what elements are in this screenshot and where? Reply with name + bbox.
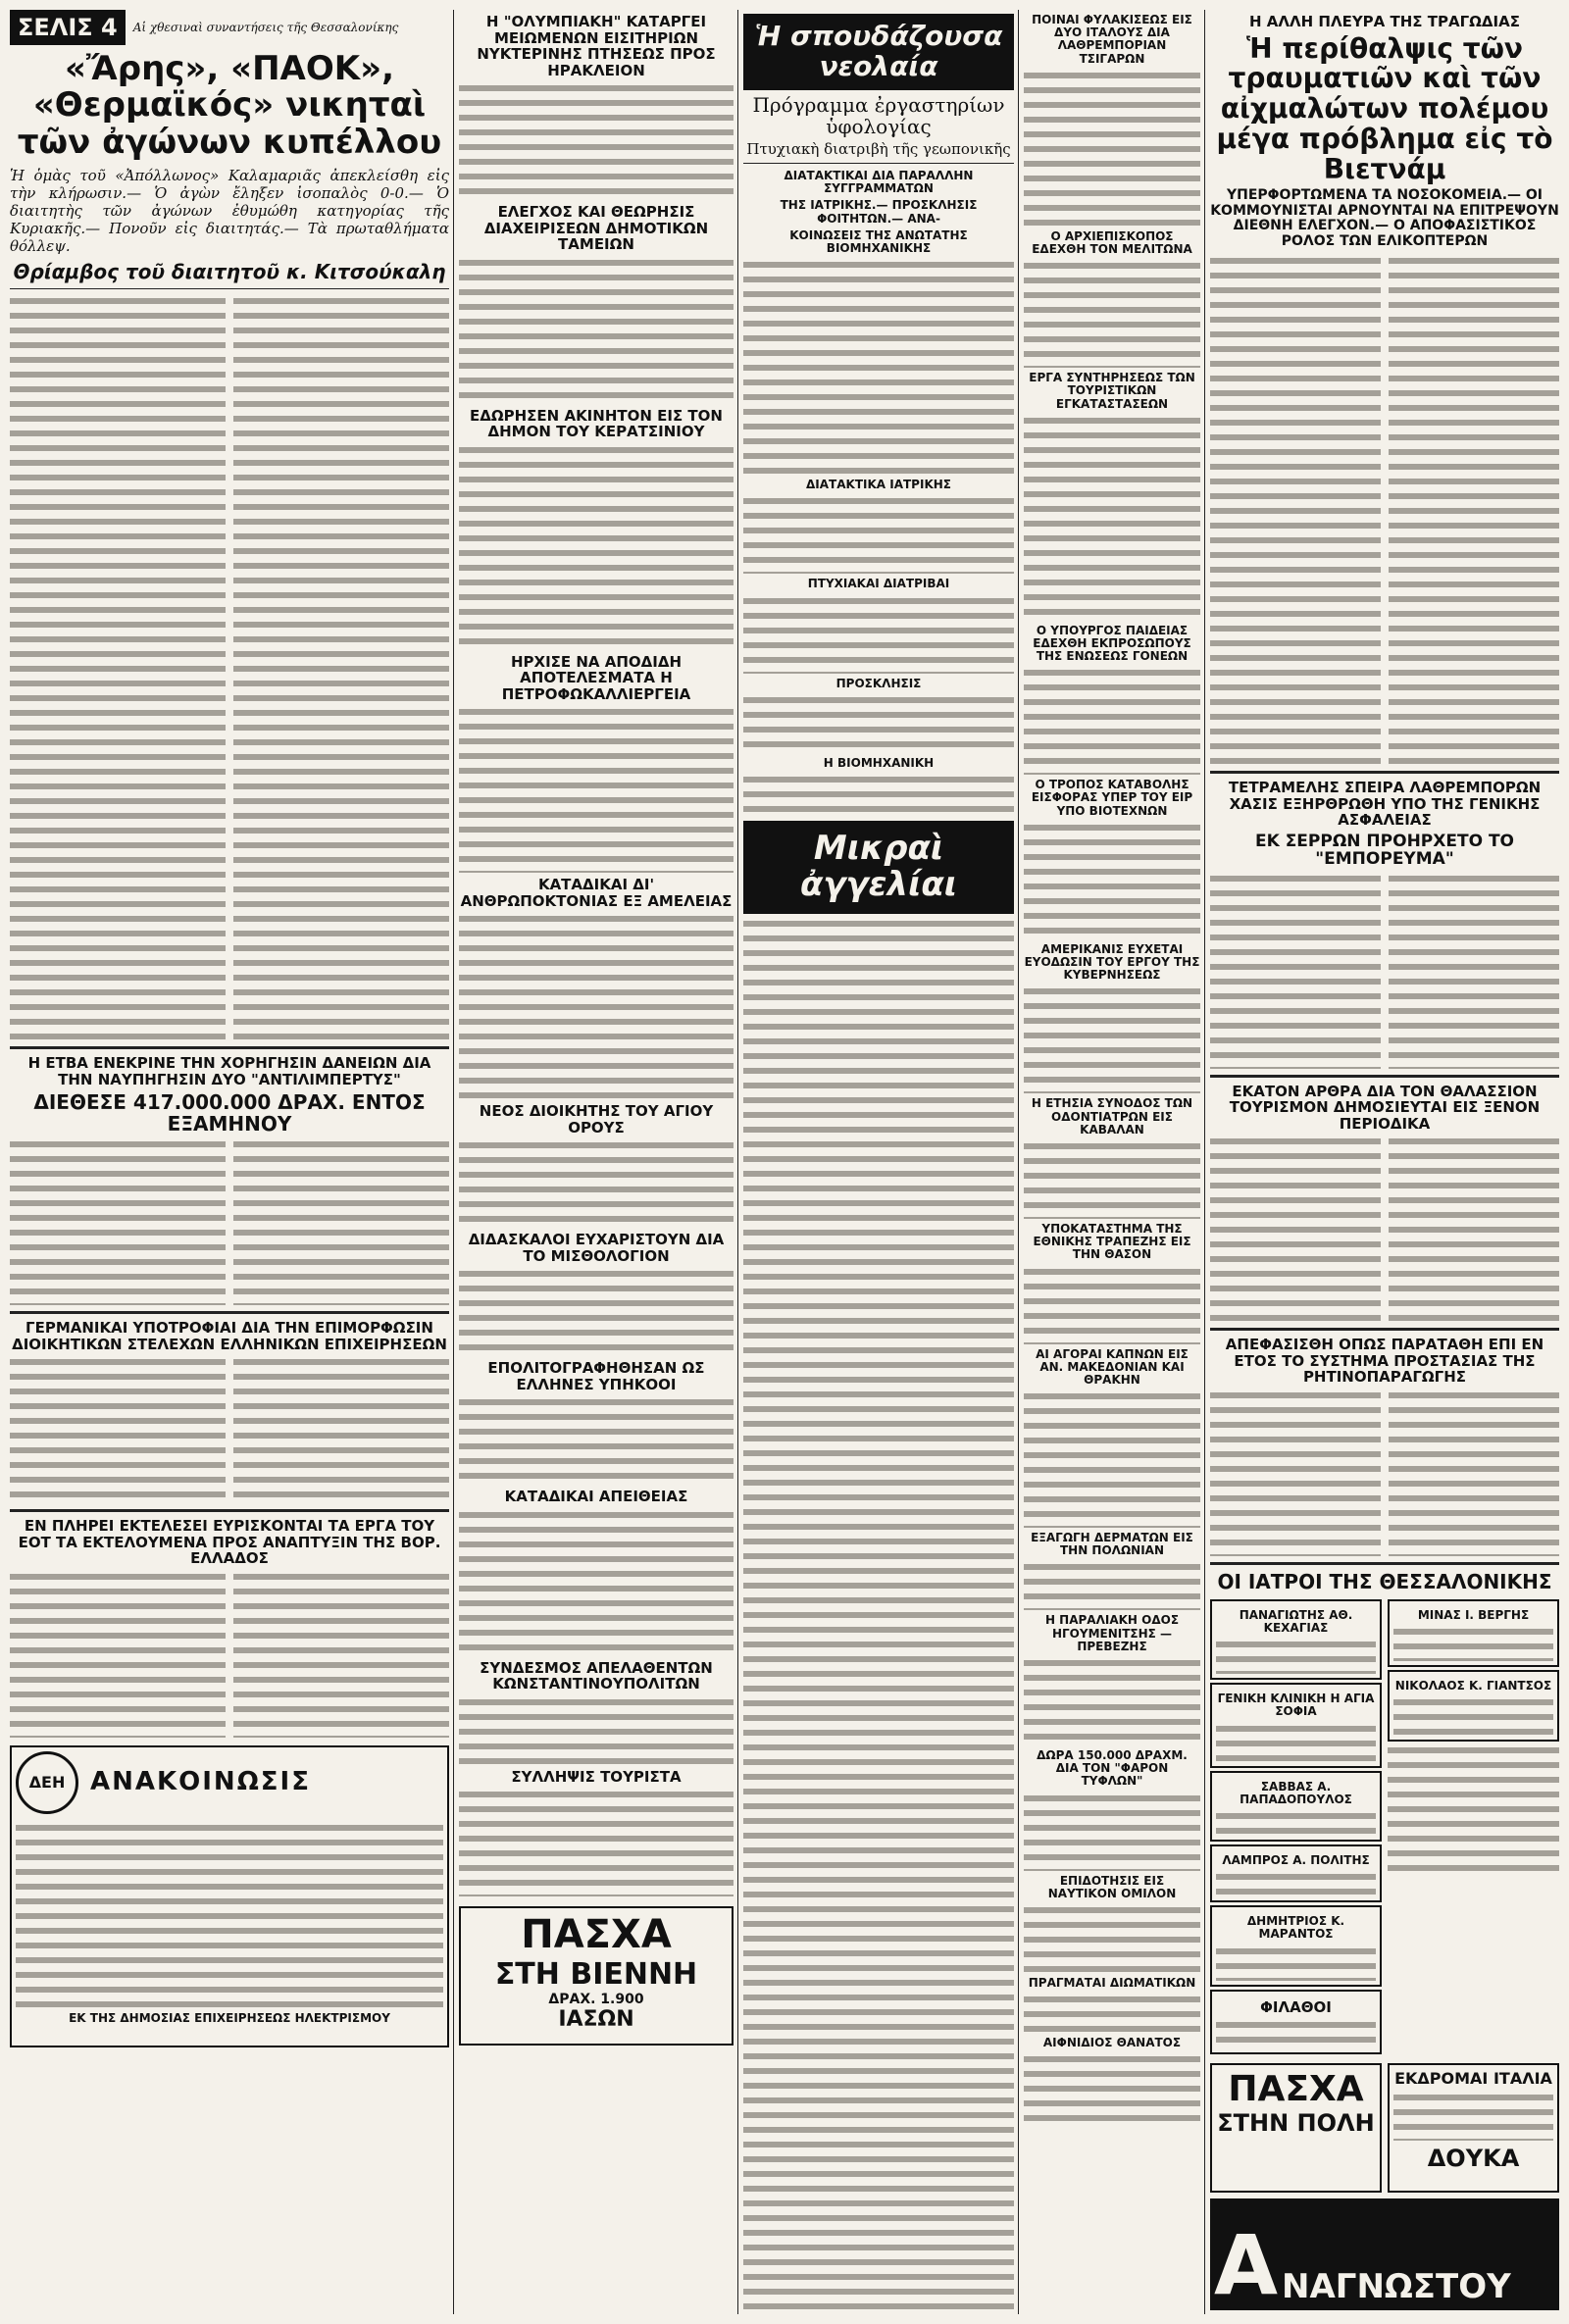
doctor-listing: ΜΙΝΑΣ Ι. ΒΕΡΓΗΣ [1417, 1607, 1530, 1622]
doctor-listing: ΦΙΛΑΘΟΙ [1260, 1997, 1332, 2016]
sports-body-text [10, 295, 226, 1040]
column-rule [453, 10, 454, 2314]
archbishop-body-text [1024, 260, 1200, 368]
keratsini-headline: ΕΔΩΡΗΣΕΝ ΑΚΙΝΗΤΟΝ ΕΙΣ ΤΟΝ ΔΗΜΟΝ ΤΟΥ ΚΕΡΑΤΣΙΝΙΟΥ [470, 406, 723, 440]
disobedience-headline: ΚΑΤΑΔΙΚΑΙ ΑΠΕΙΘΕΙΑΣ [504, 1488, 688, 1505]
anagnostou-ad [1210, 2198, 1559, 2314]
archbishop-headline: Ο ΑΡΧΙΕΠΙΣΚΟΠΟΣ ΕΔΕΧΘΗ ΤΟΝ ΜΕΛΙΤΩΝΑ [1032, 228, 1192, 256]
announcement-body-text [16, 1822, 443, 2008]
vienna-ad-agency: ΙΑΣΩΝ [558, 2007, 634, 2032]
naturalized-body-text [459, 1396, 734, 1485]
sports-headline: «Ἄρης», «ΠΑΟΚ», «Θερμαϊκός» νικηταὶ τῶν ἀγώνων κυπέλλου [17, 49, 442, 162]
column-rule [1018, 10, 1019, 2314]
resin-body-text [1389, 1389, 1559, 1556]
serres-subheadline: ΕΚ ΣΕΡΡΩΝ ΠΡΟΗΡΧΕΤΟ ΤΟ "ΕΜΠΟΡΕΥΜΑ" [1254, 831, 1514, 870]
german-body-text [233, 1356, 449, 1503]
contribution-headline: Ο ΤΡΟΠΟΣ ΚΑΤΑΒΟΛΗΣ ΕΙΣΦΟΡΑΣ ΥΠΕΡ ΤΟΥ ΕΙΡ ΥΠΟ ΒΙΟΤΕΧΝΩΝ [1031, 778, 1193, 818]
hashish-ring-headline: ΤΕΤΡΑΜΕΛΗΣ ΣΠΕΙΡΑ ΛΑΘΡΕΜΠΟΡΩΝ ΧΑΣΙΣ ΕΞΗΡΘΡΩΘΗ ΥΠΟ ΤΗΣ ΓΕΝΙΚΗΣ ΑΣΦΑΛΕΙΑΣ [1228, 779, 1542, 830]
doctor-listing: ΔΗΜΗΤΡΙΟΣ Κ. ΜΑΡΑΝΤΟΣ [1246, 1914, 1345, 1942]
etva-headline: Η ΕΤΒΑ ΕΝΕΚΡΙΝΕ ΤΗΝ ΧΟΡΗΓΗΣΙΝ ΔΑΝΕΙΩΝ ΔΙΑ ΤΗΝ ΝΑΥΠΗΓΗΣΙΝ ΔΥΟ "ΑΝΤΙΛΙΜΠΕΡΤΥΣ" [27, 1054, 431, 1088]
blind-gifts-headline: ΔΩΡΑ 150.000 ΔΡΑΧΜ. ΔΙΑ ΤΟΝ "ΦΑΡΟΝ ΤΥΦΛΩΝ" [1037, 1748, 1188, 1789]
excursion-ad-title: ΕΚΔΡΟΜΑΙ ΙΤΑΛΙΑ [1394, 2069, 1552, 2089]
industrial-body-text [743, 774, 1014, 813]
announcement-box [10, 1745, 449, 2047]
vietnam-body-text [1210, 255, 1381, 765]
resin-body-text [1210, 1389, 1381, 1556]
tourism-body-text [1389, 1136, 1559, 1322]
municipal-body-text [459, 257, 734, 404]
contribution-body-text [1024, 822, 1200, 939]
column-rule [737, 10, 738, 2314]
student-deck-line-1: ΔΙΑΤΑΚΤΙΚΑΙ ΔΙΑ ΠΑΡΑΛΛΗΝ ΣΥΓΓΡΑΜΜΑΤΩΝ [784, 169, 974, 196]
student-youth-banner: Ἡ σπουδάζουσα νεολαία [743, 14, 1014, 90]
medical-orders-subhead: ΔΙΑΤΑΚΤΙΚΑ ΙΑΤΡΙΚΗΣ [806, 478, 951, 492]
municipal-audit-headline: ΕΛΕΓΧΟΣ ΚΑΙ ΘΕΩΡΗΣΙΣ ΔΙΑΧΕΙΡΙΣΕΩΝ ΔΗΜΟΤΙΚΩΝ ΤΑΜΕΙΩΝ [483, 203, 709, 253]
vietnam-deck: ΥΠΕΡΦΟΡΤΩΜΕΝΑ ΤΑ ΝΟΣΟΚΟΜΕΙΑ.— ΟΙ ΚΟΜΜΟΥΝΙΣΤΑΙ ΑΡΝΟΥΝΤΑΙ ΝΑ ΕΠΙΤΡΕΨΟΥΝ ΔΙΕΘΝΗ ΕΛΕΓΧΟΝ.— Ο ΑΠΟΦΑΣΙΣΤΙΚΟΣ ΡΟΛΟΣ ΤΩΝ ΕΛΙΚΟΠΤΕΡΩΝ [1210, 187, 1559, 249]
etva-subheadline: ΔΙΕΘΕΣΕ 417.000.000 ΔΡΑΧ. ΕΝΤΟΣ ΕΞΑΜΗΝΟΥ [33, 1090, 426, 1137]
doctors-directory-title: ΟΙ ΙΑΤΡΟΙ ΤΗΣ ΘΕΣΣΑΛΟΝΙΚΗΣ [1217, 1569, 1552, 1593]
announcement-title: ΑΝΑΚΟΙΝΩΣΙΣ [90, 1767, 311, 1797]
doctor-listing: ΓΕΝΙΚΗ ΚΛΙΝΙΚΗ Η ΑΓΙΑ ΣΟΦΙΑ [1217, 1692, 1375, 1719]
column-2 [459, 10, 734, 2314]
smugglers-body-text [1024, 70, 1200, 227]
facilities-body-text [1024, 415, 1200, 621]
tourist-arrest-headline: ΣΥΛΛΗΨΙΣ ΤΟΥΡΙΣΤΑ [511, 1767, 682, 1786]
doctor-listing: ΣΑΒΒΑΣ Α. ΠΑΠΑΔΟΠΟΥΛΟΣ [1240, 1779, 1352, 1806]
nautical-body-text [1024, 1904, 1200, 1973]
coastal-body-text [1024, 1657, 1200, 1745]
minister-body-text [1024, 667, 1200, 775]
vienna-ad-price: ΔΡΑΧ. 1.900 [548, 1992, 644, 2007]
thasos-body-text [1024, 1266, 1200, 1344]
german-scholarships-headline: ΓΕΡΜΑΝΙΚΑΙ ΥΠΟΤΡΟΦΙΑΙ ΔΙΑ ΤΗΝ ΕΠΙΜΟΡΦΩΣΙΝ ΔΙΟΙΚΗΤΙΚΩΝ ΣΤΕΛΕΧΩΝ ΕΛΛΗΝΙΚΩΝ ΕΠΙΧΕΙΡΗΣΕΩΝ [12, 1319, 447, 1353]
vienna-ad-title: ΠΑΣΧΑ [521, 1912, 672, 1957]
etva-body-text [233, 1138, 449, 1305]
anagnostou-brand: ΝΑΓΝΩΣΤΟΥ [1282, 2267, 1511, 2307]
doctor-listing: ΝΙΚΟΛΑΟΣ Κ. ΓΙΑΝΤΣΟΣ [1394, 1679, 1552, 1693]
italian-smugglers-headline: ΠΟΙΝΑΙ ΦΥΛΑΚΙΣΕΩΣ ΕΙΣ ΔΥΟ ΙΤΑΛΟΥΣ ΔΙΑ ΛΑΘΡΕΜΠΟΡΙΑΝ ΤΣΙΓΑΡΩΝ [1032, 13, 1192, 66]
subhead: Αἱ χθεσιναὶ συναντήσεις τῆς Θεσσαλονίκης [132, 21, 399, 34]
dentists-body-text [1024, 1140, 1200, 1219]
theses-subhead: ΠΤΥΧΙΑΚΑΙ ΔΙΑΤΡΙΒΑΙ [807, 577, 950, 591]
teachers-body-text [459, 1268, 734, 1356]
tourism-body-text [1210, 1136, 1381, 1322]
dei-logo-icon: ΔΕΗ [16, 1751, 78, 1814]
keratsini-body-text [459, 444, 734, 650]
olympic-body-text [459, 82, 734, 200]
mount-athos-headline: ΝΕΟΣ ΔΙΟΙΚΗΤΗΣ ΤΟΥ ΑΓΙΟΥ ΟΡΟΥΣ [479, 1102, 714, 1137]
theses-body-text [743, 595, 1014, 674]
tobacco-body-text [1024, 1390, 1200, 1528]
vietnam-body-text [1389, 255, 1559, 765]
excursion-ad-brand: ΔΟΥΚΑ [1427, 2145, 1520, 2173]
thasos-bank-headline: ΥΠΟΚΑΤΑΣΤΗΜΑ ΤΗΣ ΕΘΝΙΚΗΣ ΤΡΑΠΕΖΗΣ ΕΙΣ ΤΗΝ ΘΑΣΟΝ [1033, 1221, 1191, 1262]
classifieds-banner: Μικραὶ ἀγγελίαι [743, 821, 1014, 914]
german-body-text [10, 1356, 226, 1503]
classifieds-body-text [743, 918, 1014, 2314]
column-rule [1204, 10, 1205, 2314]
hashish-body-text [1389, 873, 1559, 1069]
nautical-club-headline: ΕΠΙΔΟΤΗΣΙΣ ΕΙΣ ΝΑΥΤΙΚΟΝ ΟΜΙΛΟΝ [1047, 1873, 1177, 1900]
maritime-tourism-headline: ΕΚΑΤΟΝ ΑΡΘΡΑ ΔΙΑ ΤΟΝ ΘΑΛΑΣΣΙΟΝ ΤΟΥΡΙΣΜΟΝ ΔΗΜΟΣΙΕΥΤΑΙ ΕΙΣ ΞΕΝΟΝ ΠΕΡΙΟΔΙΚΑ [1229, 1082, 1541, 1133]
room-affairs-headline: ΠΡΑΓΜΑΤΑΙ ΔΙΩΜΑΤΙΚΩΝ [1028, 1975, 1196, 1990]
naturalized-headline: ΕΠΟΛΙΤΟΓΡΑΦΗΘΗΣΑΝ ΩΣ ΕΛΛΗΝΕΣ ΥΠΗΚΟΟΙ [487, 1359, 705, 1393]
teachers-headline: ΔΙΔΑΣΚΑΛΟΙ ΕΥΧΑΡΙΣΤΟΥΝ ΔΙΑ ΤΟ ΜΙΣΘΟΛΟΓΙΟΝ [468, 1231, 725, 1265]
sports-body-text [233, 295, 449, 1040]
petrofocal-body-text [459, 706, 734, 873]
resin-protection-headline: ΑΠΕΦΑΣΙΣΘΗ ΟΠΩΣ ΠΑΡΑΤΑΘΗ ΕΠΙ ΕΝ ΕΤΟΣ ΤΟ ΣΥΣΤΗΜΑ ΠΡΟΣΤΑΣΙΑΣ ΤΗΣ ΡΗΤΙΝΟΠΑΡΑΓΩΓΗΣ [1225, 1336, 1544, 1387]
italy-excursion-ad [1388, 2063, 1559, 2193]
easter-ad-title: ΠΑΣΧΑ [1228, 2069, 1364, 2110]
student-body-text [743, 259, 1014, 475]
eot-body-text [233, 1571, 449, 1738]
constantinople-easter-ad [1210, 2063, 1382, 2193]
petrofocal-headline: ΗΡΧΙΣΕ ΝΑ ΑΠΟΔΙΔΗ ΑΠΟΤΕΛΕΣΜΑΤΑ Η ΠΕΤΡΟΦΩΚΑΛΛΙΕΡΓΕΙΑ [501, 652, 691, 703]
vietnam-kicker: Η ΑΛΛΗ ΠΛΕΥΡΑ ΤΗΣ ΤΡΑΓΩΔΙΑΣ [1249, 13, 1520, 30]
dentists-headline: Η ΕΤΗΣΙΑ ΣΥΝΟΔΟΣ ΤΩΝ ΟΔΟΝΤΙΑΤΡΩΝ ΕΙΣ ΚΑΒΑΛΑΝ [1031, 1096, 1193, 1137]
constantinople-assoc-headline: ΣΥΝΔΕΣΜΟΣ ΑΠΕΛΑΘΕΝΤΩΝ ΚΩΝΣΤΑΝΤΙΝΟΥΠΟΛΙΤΩΝ [480, 1658, 713, 1692]
student-deck-line-2: ΤΗΣ ΙΑΤΡΙΚΗΣ.— ΠΡΟΣΚΛΗΣΙΣ ΦΟΙΤΗΤΩΝ.— ΑΝΑ- [780, 198, 978, 226]
manslaughter-body-text [459, 913, 734, 1099]
announcement-footer: ΕΚ ΤΗΣ ΔΗΜΟΣΙΑΣ ΕΠΙΧΕΙΡΗΣΕΩΣ ΗΛΕΚΤΡΙΣΜΟΥ [69, 2010, 390, 2025]
doctor-listing: ΛΑΜΠΡΟΣ Α. ΠΟΛΙΤΗΣ [1222, 1853, 1370, 1868]
sudden-death-headline: ΑΙΦΝΙΔΙΟΣ ΘΑΝΑΤΟΣ [1042, 2036, 1182, 2050]
page-label: ΣΕΛΙΣ 4 [10, 10, 126, 45]
thesis-title: Πτυχιακὴ διατριβὴ τῆς γεωπονικῆς [746, 139, 1011, 158]
column-4 [1024, 10, 1200, 2314]
column-5 [1210, 10, 1559, 2314]
american-wish-headline: ΑΜΕΡΙΚΑΝΙΣ ΕΥΧΕΤΑΙ ΕΥΟΔΩΣΙΝ ΤΟΥ ΕΡΓΟΥ ΤΗΣ ΚΥΒΕΡΝΗΣΕΩΣ [1024, 941, 1200, 983]
vienna-ad-destination: ΣΤΗ ΒΙΕΝΝΗ [494, 1957, 698, 1992]
tobacco-markets-headline: ΑΙ ΑΓΟΡΑΙ ΚΑΠΝΩΝ ΕΙΣ ΑΝ. ΜΑΚΕΔΟΝΙΑΝ ΚΑΙ ΘΡΑΚΗΝ [1036, 1346, 1189, 1387]
column-1 [10, 10, 449, 2314]
leather-body-text [1024, 1561, 1200, 1610]
eot-body-text [10, 1571, 226, 1738]
constantinople-body-text [459, 1696, 734, 1765]
hashish-body-text [1210, 873, 1381, 1069]
medical-body-text [743, 495, 1014, 574]
invitation-body-text [743, 694, 1014, 753]
industrial-subhead: Η ΒΙΟΜΗΧΑΝΙΚΗ [823, 755, 935, 770]
etva-body-text [10, 1138, 226, 1305]
coastal-road-headline: Η ΠΑΡΑΛΙΑΚΗ ΟΔΟΣ ΗΓΟΥΜΕΝΙΤΣΗΣ — ΠΡΕΒΕΖΗΣ [1044, 1613, 1180, 1653]
disobedience-body-text [459, 1509, 734, 1656]
manslaughter-headline: ΚΑΤΑΔΙΚΑΙ ΔΙ' ΑΝΘΡΩΠΟΚΤΟΝΙΑΣ ΕΞ ΑΜΕΛΕΙΑΣ [460, 876, 733, 910]
student-deck-line-3: ΚΟΙΝΩΣΕΙΣ ΤΗΣ ΑΝΩΤΑΤΗΣ ΒΙΟΜΗΧΑΝΙΚΗΣ [789, 227, 968, 256]
death-body-text [1024, 2053, 1200, 2122]
tourist-body-text [459, 1789, 734, 1896]
column-3 [743, 10, 1014, 2314]
olympic-headline: Η "ΟΛΥΜΠΙΑΚΗ" ΚΑΤΑΡΓΕΙ ΜΕΙΩΜΕΝΩΝ ΕΙΣΙΤΗΡΙΩΝ ΝΥΚΤΕΡΙΝΗΣ ΠΤΗΣΕΩΣ ΠΡΟΣ ΗΡΑΚΛΕΙΟΝ [477, 13, 716, 79]
eot-headline: ΕΝ ΠΛΗΡΕΙ ΕΚΤΕΛΕΣΕΙ ΕΥΡΙΣΚΟΝΤΑΙ ΤΑ ΕΡΓΑ ΤΟΥ ΕΟΤ ΤΑ ΕΚΤΕΛΟΥΜΕΝΑ ΠΡΟΣ ΑΝΑΠΤΥΞΙΝ ΤΗΣ ΒΟΡ. ΕΛΛΑΔΟΣ [18, 1517, 441, 1568]
room-body-text [1024, 1994, 1200, 2033]
vienna-easter-ad [459, 1906, 734, 2046]
education-minister-headline: Ο ΥΠΟΥΡΓΟΣ ΠΑΙΔΕΙΑΣ ΕΔΕΧΘΗ ΕΚΠΡΟΣΩΠΟΥΣ ΤΗΣ ΕΝΩΣΕΩΣ ΓΟΝΕΩΝ [1033, 623, 1191, 664]
vietnam-headline: Ἡ περίθαλψις τῶν τραυματιῶν καὶ τῶν αἰχμαλώτων πολέμου μέγα πρόβλημα εἰς τὸ Βιετνάμ [1216, 31, 1553, 185]
american-body-text [1024, 985, 1200, 1093]
tourist-facilities-headline: ΕΡΓΑ ΣΥΝΤΗΡΗΣΕΩΣ ΤΩΝ ΤΟΥΡΙΣΤΙΚΩΝ ΕΓΚΑΤΑΣΤΑΣΕΩΝ [1029, 371, 1195, 411]
blind-body-text [1024, 1793, 1200, 1871]
anagnostou-logo: Α [1214, 2217, 1279, 2314]
easter-ad-destination: ΣΤΗΝ ΠΟΛΗ [1217, 2109, 1375, 2138]
sports-subhead: Θρίαμβος τοῦ διαιτητοῦ κ. Κιτσούκαλη [13, 260, 446, 284]
program-title: Πρόγραμμα ἐργαστηρίων ὑφολογίας [752, 92, 1005, 138]
sports-lead: Ἡ ὁμὰς τοῦ «Ἀπόλλωνος» Καλαμαριᾶς ἀπεκλείσθη εἰς τὴν κλήρωσιν.— Ὁ ἀγὼν ἔληξεν ἰσοπαλὸς 0-0.— Ὁ διαιτητὴς τῶν ἀγώνων ἐθυμώθη κατηγορίας τῆς Κυριακῆς.— Πονοῦν εἰς διαιτητάς.— Τὰ πρωταθλήματα θόλλεψ. [10, 167, 449, 256]
athos-body-text [459, 1139, 734, 1228]
invitation-subhead: ΠΡΟΣΚΛΗΣΙΣ [835, 676, 922, 690]
doctor-listing: ΠΑΝΑΓΙΩΤΗΣ ΑΘ. ΚΕΧΑΓΙΑΣ [1239, 1607, 1353, 1636]
leather-export-headline: ΕΞΑΓΩΓΗ ΔΕΡΜΑΤΩΝ ΕΙΣ ΤΗΝ ΠΟΛΩΝΙΑΝ [1031, 1531, 1193, 1558]
